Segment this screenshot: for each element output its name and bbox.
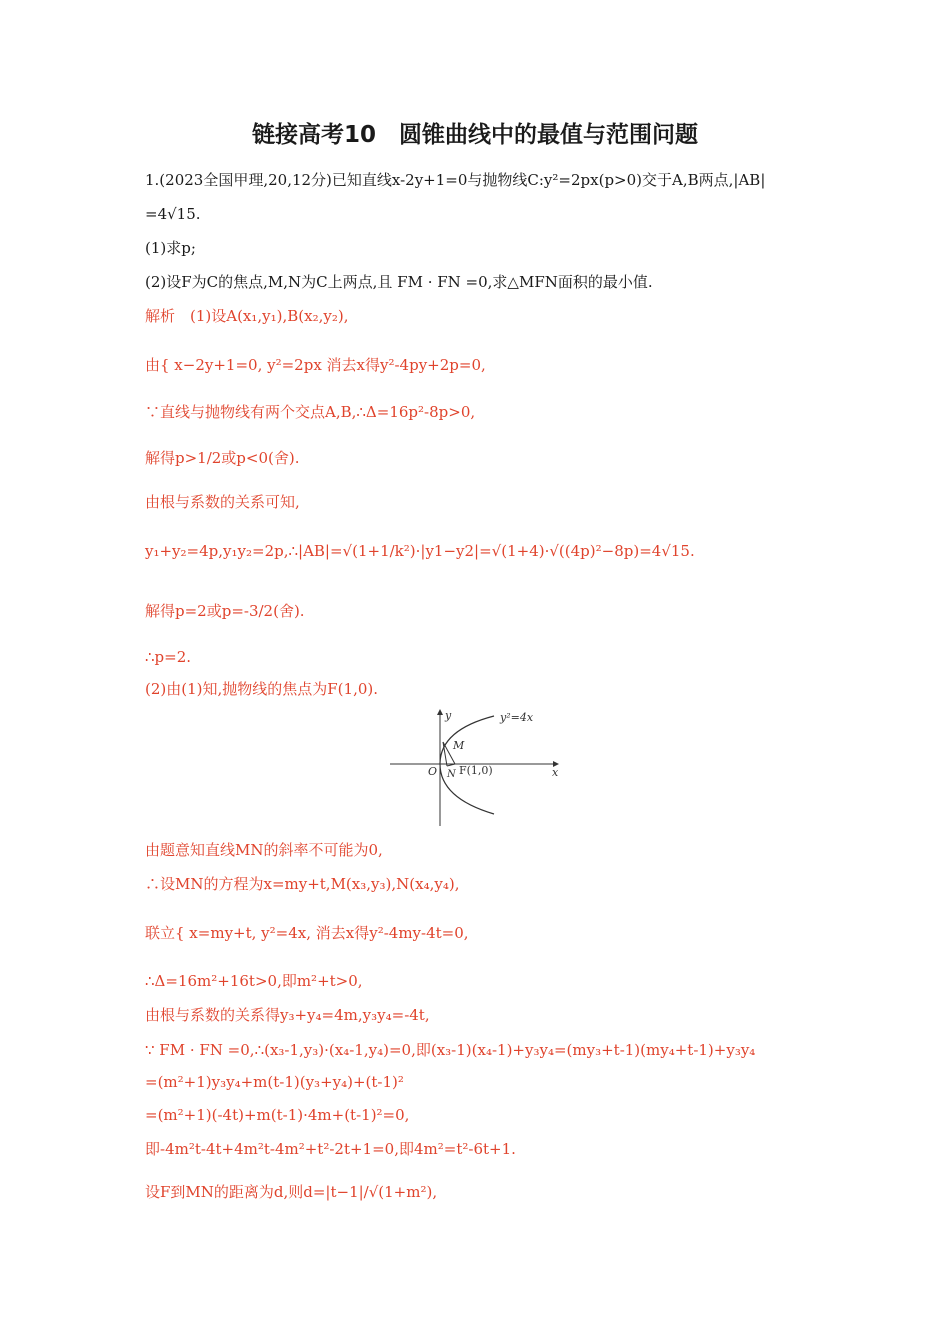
problem-line-2: =4√15. bbox=[145, 205, 201, 223]
y-axis-label: y bbox=[445, 709, 452, 722]
solution-line: 解析 (1)设A(x₁,y₁),B(x₂,y₂), bbox=[145, 307, 349, 325]
page-title: 链接高考10 圆锥曲线中的最值与范围问题 bbox=[251, 122, 698, 148]
curve-label: y²=4x bbox=[500, 711, 534, 724]
problem-line-1: 1.(2023全国甲理,20,12分)已知直线x-2y+1=0与抛物线C:y²=2px(p>0)交于A,B两点,|AB| bbox=[145, 171, 766, 189]
parabola-figure bbox=[388, 706, 564, 828]
problem-part-1: (1)求p; bbox=[145, 239, 196, 257]
solution-line: 联立{ x=my+t, y²=4x, 消去x得y²-4my-4t=0, bbox=[145, 924, 469, 942]
solution-line: ∵直线与抛物线有两个交点A,B,∴Δ=16p²-8p>0, bbox=[145, 403, 476, 421]
origin-label: O bbox=[428, 765, 438, 778]
solution-line: =(m²+1)y₃y₄+m(t-1)(y₃+y₄)+(t-1)² bbox=[145, 1073, 404, 1091]
solution-line: (2)由(1)知,抛物线的焦点为F(1,0). bbox=[145, 680, 378, 698]
problem-part-2: (2)设F为C的焦点,M,N为C上两点,且 FM · FN =0,求△MFN面积的最小值. bbox=[145, 273, 653, 291]
x-axis-label: x bbox=[552, 766, 559, 779]
point-n-label: N bbox=[447, 769, 456, 780]
solution-line: 解得p>1/2或p<0(舍). bbox=[145, 449, 300, 467]
solution-line: 解得p=2或p=-3/2(舍). bbox=[145, 602, 305, 620]
solution-line: 由题意知直线MN的斜率不可能为0, bbox=[145, 841, 383, 859]
solution-line: 设F到MN的距离为d,则d=|t−1|/√(1+m²), bbox=[145, 1183, 438, 1201]
solution-line: ∴p=2. bbox=[145, 648, 192, 666]
solution-line: =(m²+1)(-4t)+m(t-1)·4m+(t-1)²=0, bbox=[145, 1106, 410, 1124]
solution-line: ∴Δ=16m²+16t>0,即m²+t>0, bbox=[145, 972, 363, 990]
solution-line: 即-4m²t-4t+4m²t-4m²+t²-2t+1=0,即4m²=t²-6t+1. bbox=[145, 1140, 516, 1158]
solution-line: 由{ x−2y+1=0, y²=2px 消去x得y²-4py+2p=0, bbox=[145, 356, 486, 374]
solution-line: 由根与系数的关系得y₃+y₄=4m,y₃y₄=-4t, bbox=[145, 1006, 430, 1024]
point-m-label: M bbox=[453, 739, 465, 752]
solution-line: ∴设MN的方程为x=my+t,M(x₃,y₃),N(x₄,y₄), bbox=[145, 875, 460, 893]
focus-label: F(1,0) bbox=[459, 764, 493, 777]
solution-line: ∵ FM · FN =0,∴(x₃-1,y₃)·(x₄-1,y₄)=0,即(x₃-1)(x₄-1)+y₃y₄=(my₃+t-1)(my₄+t-1)+y₃y₄ bbox=[145, 1041, 756, 1059]
solution-line: 由根与系数的关系可知, bbox=[145, 493, 300, 511]
solution-line: y₁+y₂=4p,y₁y₂=2p,∴|AB|=√(1+1/k²)·|y1−y2|=√(1+4)·√((4p)²−8p)=4√15. bbox=[145, 542, 695, 560]
